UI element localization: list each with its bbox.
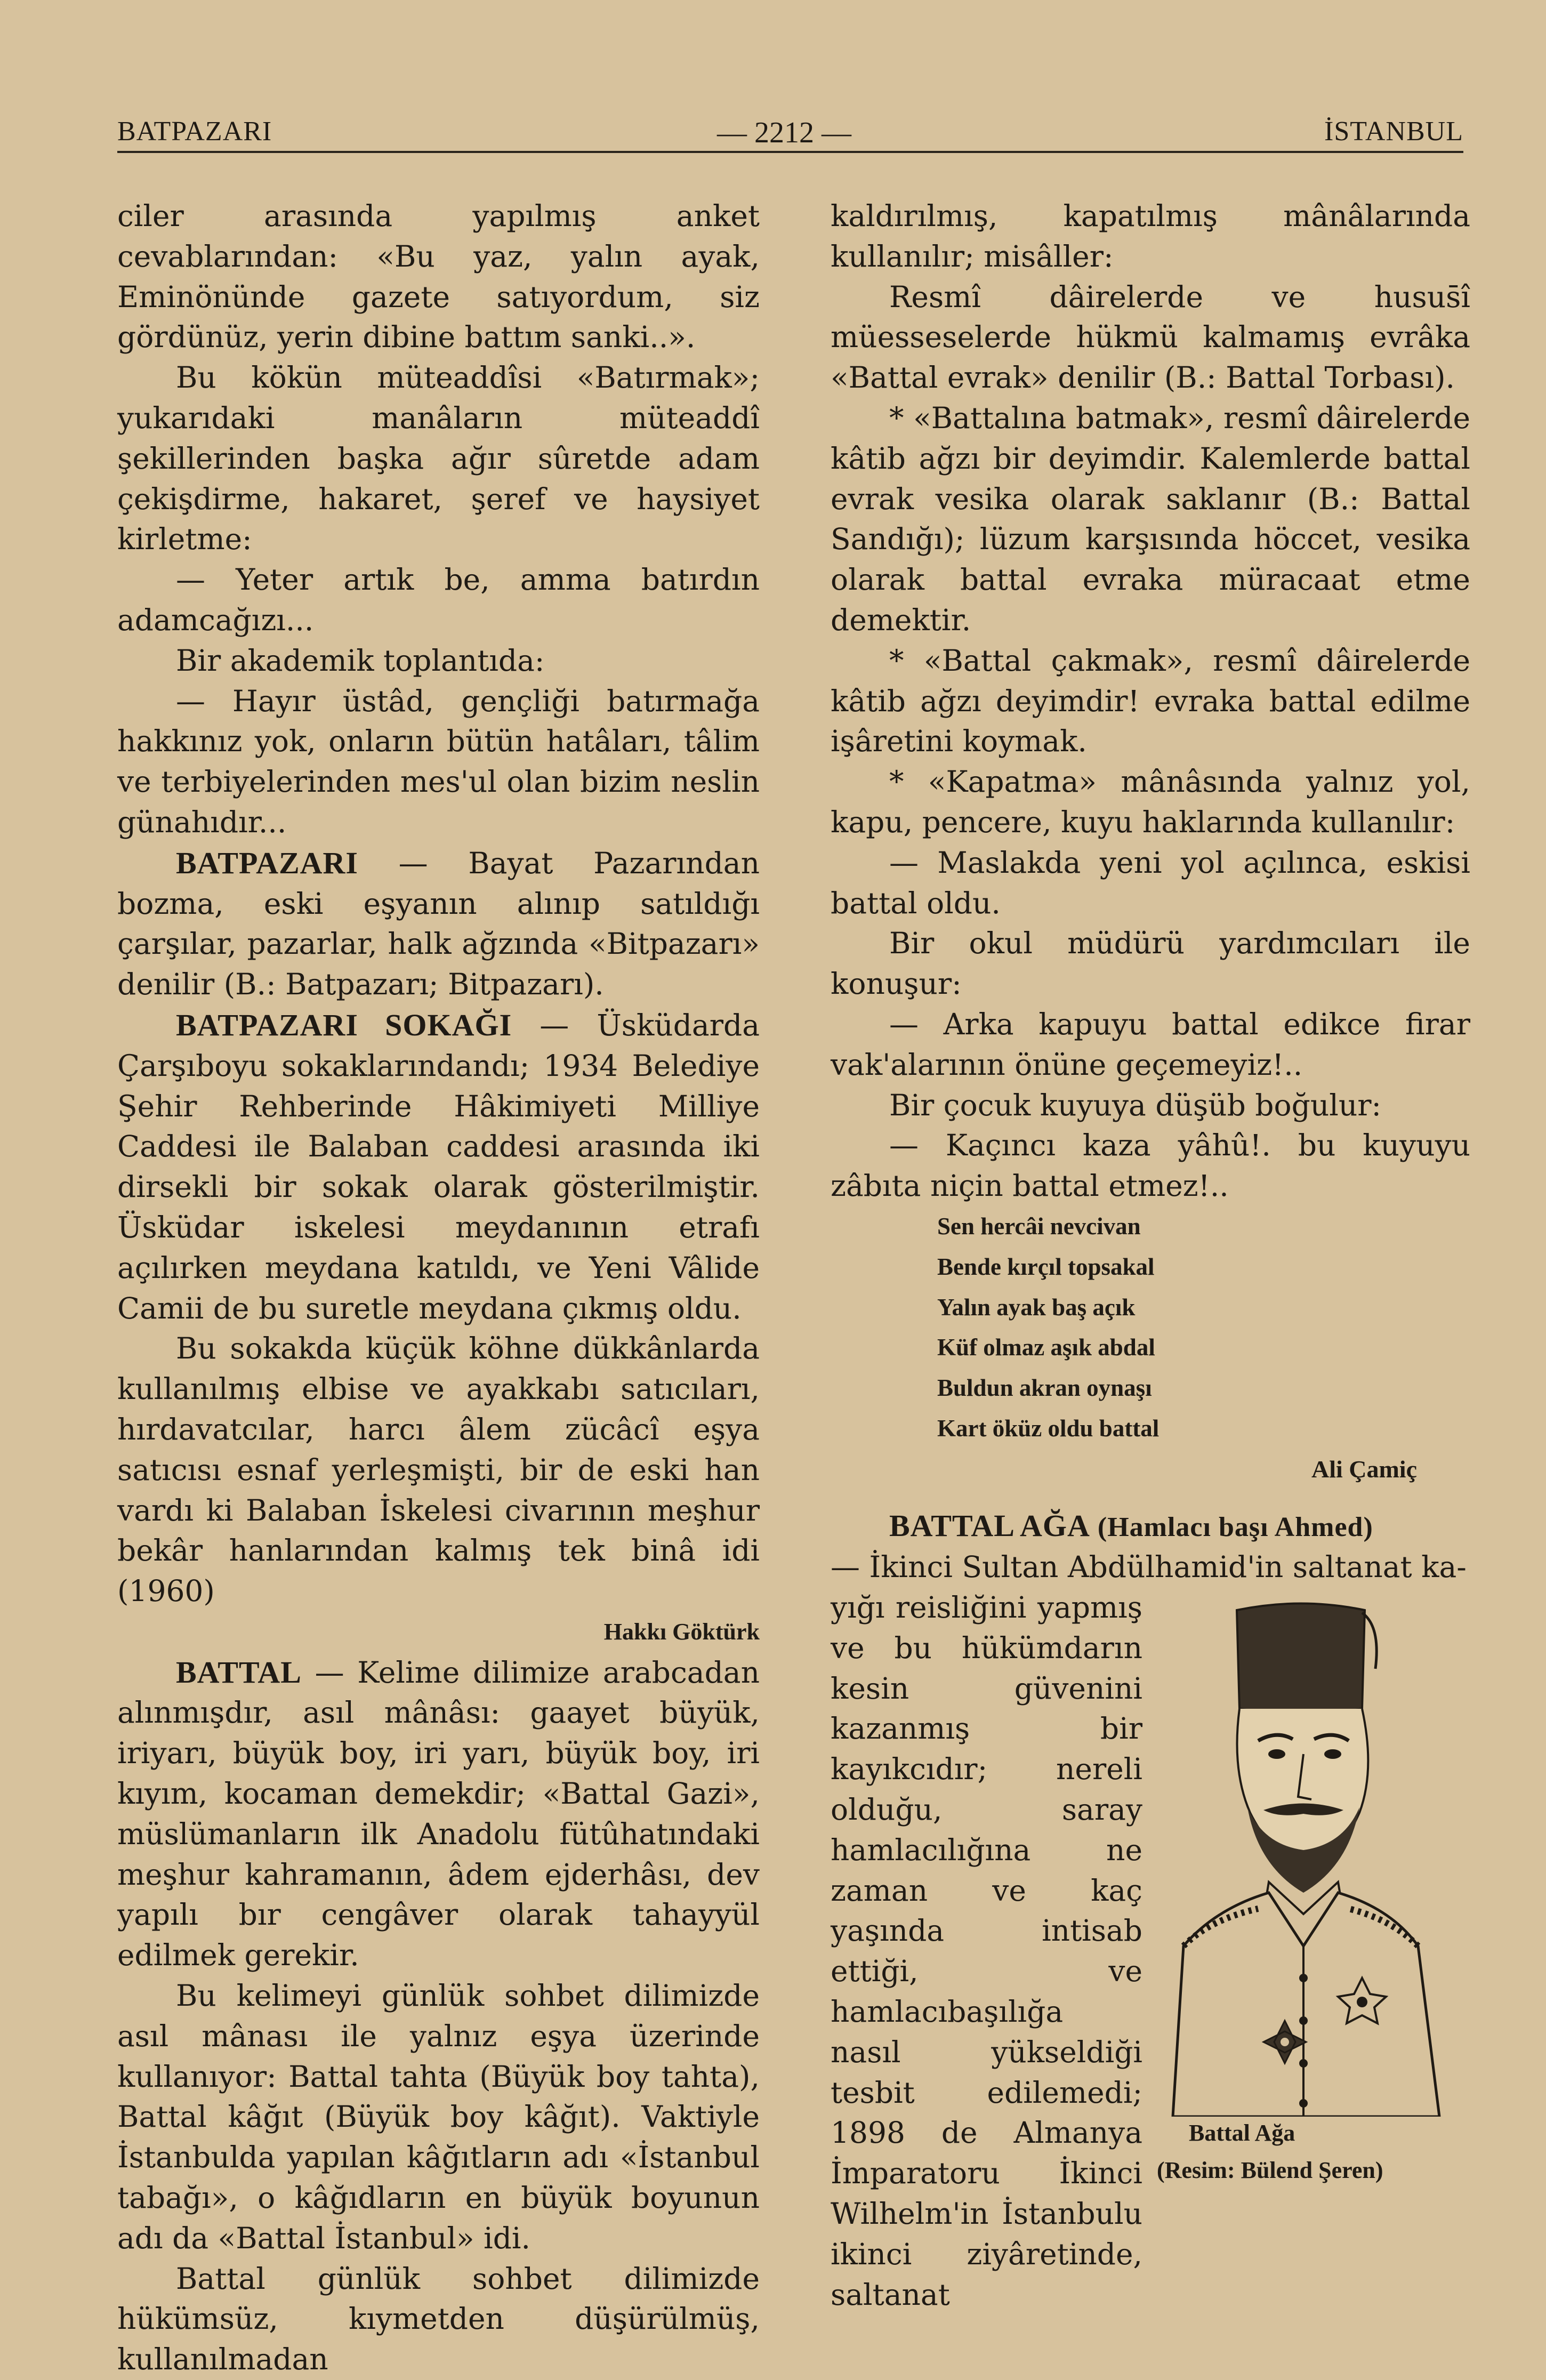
entry-batpazari-sokagi: [117, 1005, 760, 1329]
poem-line: Buldun akran oynaşı: [937, 1374, 1152, 1402]
paragraph: * «Kapatma» mânâsında yalnız yol, kapu, pencere, kuyu haklarında kullanılır:: [831, 765, 1470, 839]
paragraph: — Kaçıncı kaza yâhû!. bu kuyuyu zâbıta niçin battal etmez!..: [831, 1128, 1470, 1203]
entry-text: — Üsküdarda Çarşıboyu sokaklarındandı; 1934 Belediye Şehir Rehberinde Hâkimiyeti Milliye Caddesi ile Balaban caddesi arasında iki dirsekli bir sokak olarak gösterilmiştir. Üsküdar iskelesi meydanının etrafı açılırken meydana katıldı, ve Yeni Vâlide Camii de bu suretle meydana çıkmış oldu.: [117, 1008, 760, 1325]
page-number: — 2212 —: [717, 116, 851, 149]
poem-line: Yalın ayak baş açık: [937, 1293, 1136, 1321]
entry-headword: BATPAZARI SOKAĞI: [176, 1007, 512, 1042]
entry-battal-aga: [831, 1506, 1470, 1548]
paragraph: Battal günlük sohbet dilimizde hükümsüz, kıymetden düşürülmüş, kullanılmadan: [117, 2261, 760, 2377]
page-header: [117, 109, 1463, 152]
paragraph: ciler arasında yapılmış anket cevablarından: «Bu yaz, yalın ayak, Eminönünde gazete satıyordum, siz gördünüz, yerin dibine battım sanki..».: [117, 199, 760, 355]
entry-subtitle: (Hamlacı başı Ahmed): [1090, 1511, 1373, 1542]
paragraph: Resmî dâirelerde ve husus̄î müesseselerde hükmü kalmamış evrâka «Battal evrak» denilir (B.: Battal Torbası).: [831, 279, 1470, 395]
entry-headword: BATTAL AĞA: [889, 1508, 1090, 1543]
poem-line: Bende kırçıl topsakal: [937, 1253, 1155, 1280]
paragraph: * «Battalına batmak», resmî dâirelerde kâtib ağzı bir deyimdir. Kalemlerde battal evrak vesika olarak saklanır (B.: Battal Sandığı); lüzum karşısında höccet, vesika olarak battal evraka müracaat etme demektir.: [831, 400, 1470, 637]
poem-line: Kart öküz oldu battal: [937, 1414, 1160, 1442]
paragraph: — Arka kapuyu battal edikce firar vak'alarının önüne geçemeyiz!..: [831, 1007, 1470, 1082]
poem-line: Küf olmaz aşık abdal: [937, 1334, 1155, 1361]
entry-text: — Kelime dilimize arabcadan alınmışdır, asıl mânâsı: gaayet büyük, iriyarı, büyük boy, iri yarı, büyük boy, iri kıyım, kocaman demekdir; «Battal Gazi», müslümanların ilk Anadolu fütûhatındaki meşhur kahramanın, âdem ejderhâsı, dev yapılı bır cengâver olarak tahayyül edilmek gerekir.: [117, 1655, 760, 1973]
poem-line: Sen hercâi nevcivan: [937, 1212, 1141, 1240]
portrait-caption-credit: (Resim: Bülend Şeren): [1157, 2157, 1383, 2183]
author-signature: Hakkı Göktürk: [603, 1618, 760, 1645]
entry-battal: [117, 1652, 760, 1976]
poem: [831, 1207, 1470, 1449]
header-right-title: İSTANBUL: [1324, 116, 1463, 147]
header-left-title: BATPAZARI: [117, 116, 272, 147]
paragraph: Bu kökün müteaddîsi «Batırmak»; yukarıdaki manâların müteaddî şekillerinden başka ağır sûretde adam çekişdirme, hakaret, şeref ve haysiyet kirletme:: [117, 360, 760, 557]
entry-batpazari: [117, 843, 760, 1005]
paragraph: Bu kelimeyi günlük sohbet dilimizde asıl mânası ile yalnız eşya üzerinde kullanıyor: Battal tahta (Büyük boy tahta), Battal kâğıt (Büyük boy kâğıt). Vaktiyle İstanbulda yapılan kâğıtların adı «İstanbul tabağı», o kâğıdların en büyük boyunun adı da «Battal İstanbul» idi.: [117, 1979, 760, 2255]
left-column: [117, 196, 760, 2380]
paragraph: — Maslakda yeni yol açılınca, eskisi battal oldu.: [831, 845, 1470, 920]
header-rule: [117, 151, 1463, 153]
paragraph: Bir akademik toplantıda:: [176, 643, 545, 678]
paragraph: — Hayır üstâd, gençliği batırmağa hakkınız yok, onların bütün hatâları, tâlim ve terbiyelerinden mes'ul olan bizim neslin günahıdır...: [117, 684, 760, 839]
poem-author: Ali Çamiç: [1311, 1455, 1417, 1483]
entry-text: — Bayat Pazarından bozma, eski eşyanın alınıp satıldığı çarşılar, pazarlar, halk ağzında «Bitpazarı» denilir (B.: Batpazarı; Bitpazarı).: [117, 846, 760, 1002]
paragraph: Bir çocuk kuyuya düşüb boğulur:: [889, 1088, 1382, 1122]
paragraph: — Yeter artık be, amma batırdın adamcağızı...: [117, 562, 760, 637]
paragraph: — İkinci Sultan Abdülhamid'in saltanat ka-: [831, 1550, 1467, 1585]
portrait-caption-name: Battal Ağa: [1189, 2120, 1295, 2146]
paragraph-wrapped: yığı reisliğini yapmış ve bu hükümdarın kesin güvenini kazanmış bir kayıkcıdır; nereli olduğu, saray hamlacılığına ne zaman ve kaç yaşında intisab ettiği, ve hamlacıbaşılığa nasıl yükseldiği tesbit edilemedi; 1898 de Almanya İmparatoru İkinci Wilhelm'in İstanbulu ikinci ziyâretinde, saltanat: [831, 1590, 1142, 2312]
paragraph: * «Battal çakmak», resmî dâirelerde kâtib ağzı deyimdir! evraka battal edilme işâretini koymak.: [831, 643, 1470, 759]
battal-aga-portrait: [1152, 1594, 1450, 2117]
entry-headword: BATPAZARI: [176, 845, 358, 880]
entry-headword: BATTAL: [176, 1654, 302, 1690]
paragraph: Bir okul müdürü yardımcıları ile konuşur:: [831, 926, 1470, 1001]
paragraph: Bu sokakda küçük köhne dükkânlarda kullanılmış elbise ve ayakkabı satıcıları, hırdavatcılar, harcı âlem zücâcî eşya satıcısı esnaf yerleşmişti, bir de eski han vardı ki Balaban İskelesi civarının meşhur bekâr hanlarından kalmış tek binâ idi (1960): [117, 1331, 760, 1609]
paragraph: kaldırılmış, kapatılmış mânâlarında kullanılır; misâller:: [831, 199, 1470, 274]
